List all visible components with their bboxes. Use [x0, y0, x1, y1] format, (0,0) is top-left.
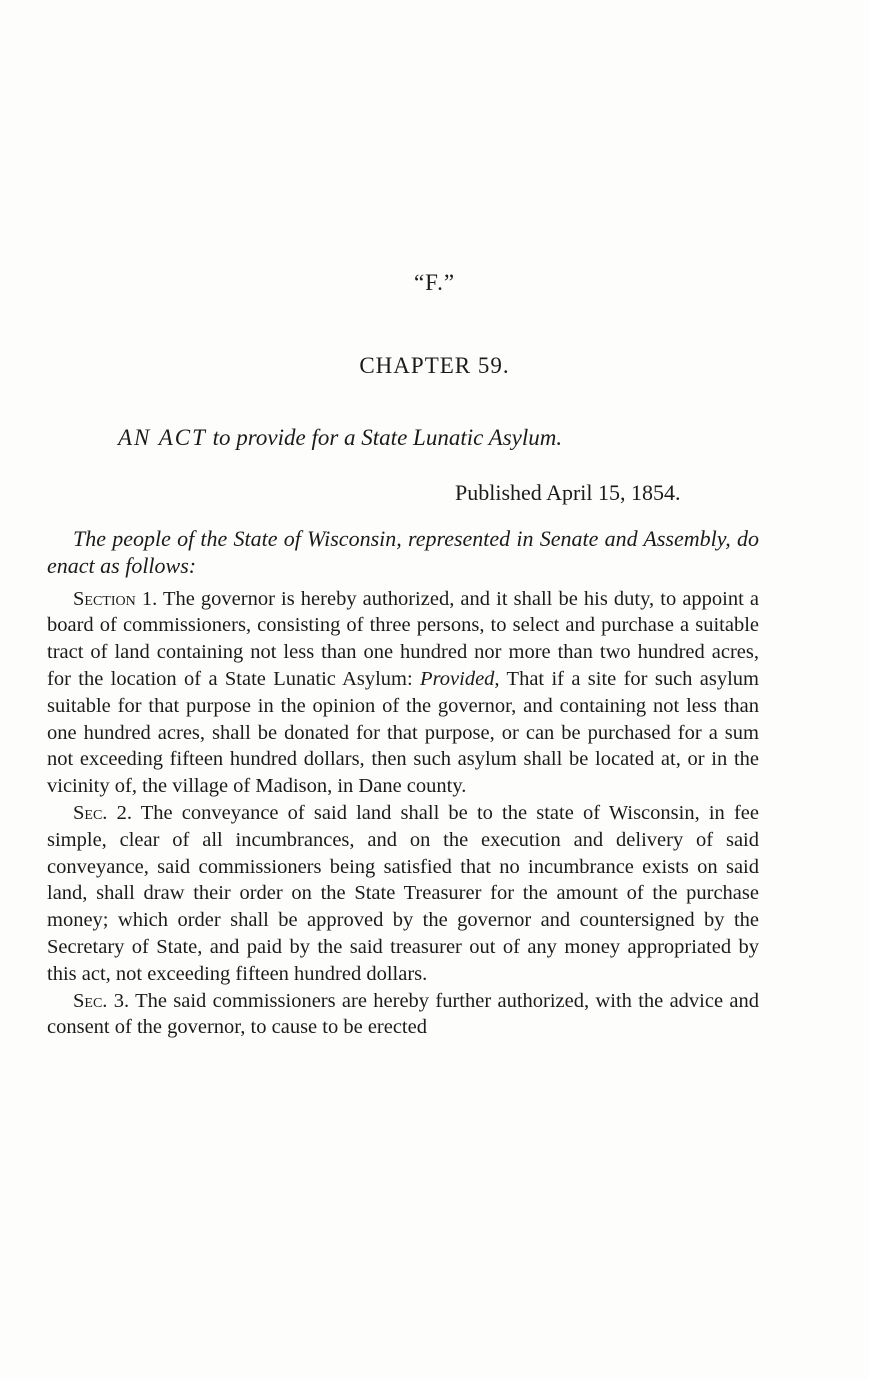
act-title	[118, 425, 738, 451]
section-text: The conveyance of said land shall be to the state of Wisconsin, in fee simple, clear of all incumbrances, and on the execution and delivery of said conveyance, said commissioners being satisfied that no incumbrance exists on said land, shall draw their order on the State Treasurer for the amount of the purchase money; which order shall be approved by the governor and countersigned by the Secretary of State, and paid by the said treasurer out of any money appropriated by this act, not exceeding fifteen hundred dollars.	[47, 801, 759, 985]
act-body	[47, 526, 759, 1041]
section-1	[47, 586, 759, 800]
section-text-continued: That if a site for such asylum suitable for that purpose in the opinion of the governor, and containing not less than one hundred acres, shall be donated for that purpose, or can be purchased for a sum not exceeding fifteen hundred dollars, then such asylum shall be located at, or in the vicinity of, the village of Madison, in Dane county.	[47, 667, 759, 798]
enacting-clause: The people of the State of Wisconsin, represented in Senate and Assembly, do enact as follows:	[47, 526, 759, 578]
act-title-rest: to provide for a State Lunatic Asylum.	[206, 425, 563, 450]
act-title-lead: AN ACT	[118, 425, 207, 450]
section-2	[47, 800, 759, 988]
chapter-heading: CHAPTER 59.	[359, 353, 510, 378]
section-italic-text: Provided,	[420, 667, 500, 690]
section-label: Section 1.	[73, 587, 158, 610]
section-text: The governor is hereby authorized, and it shall be his duty, to appoint a board of commissioners, consisting of three persons, to select and purchase a suitable tract of land containing not less than one hundred nor more than two hundred acres, for the location of a State Lunatic Asylum:	[47, 587, 760, 690]
section-label: Sec. 2.	[73, 801, 132, 824]
section-text: The said commissioners are hereby further authorized, with the advice and consent of the governor, to cause to be erected	[47, 989, 759, 1039]
section-label: Sec. 3.	[73, 989, 130, 1012]
section-3	[47, 988, 759, 1042]
exhibit-marker: “F.”	[413, 270, 456, 295]
publication-date: Published April 15, 1854.	[455, 480, 681, 505]
